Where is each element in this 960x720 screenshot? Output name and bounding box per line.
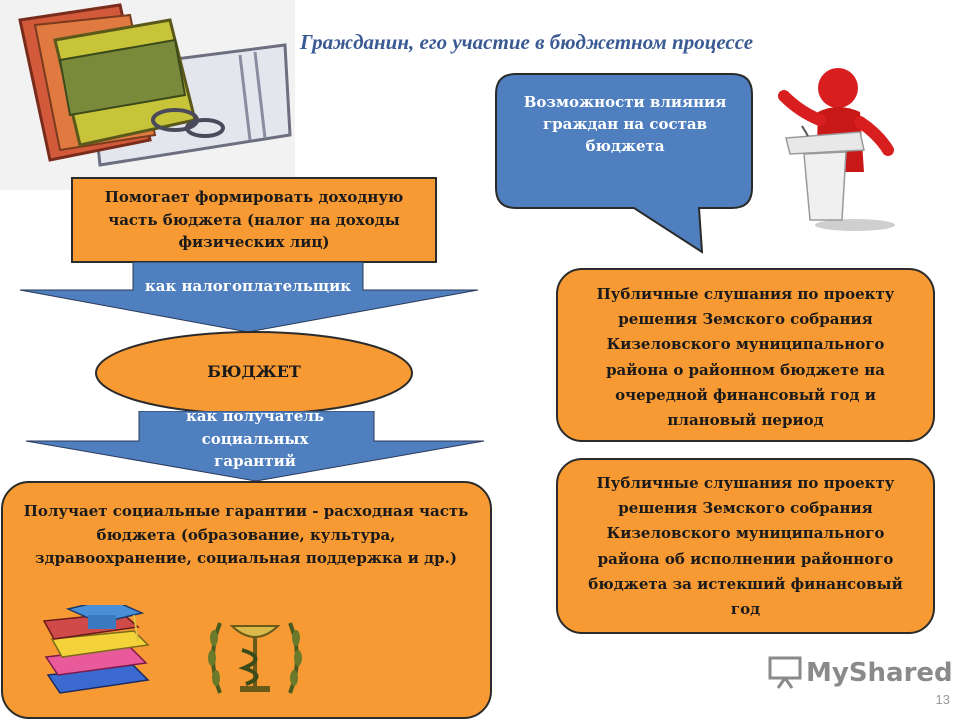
speaker-at-podium-icon bbox=[760, 62, 910, 237]
expense-box-text: Получает социальные гарантии - расходная часть бюджета (образование, культура, здравоохранение, социальная поддержка и др.) bbox=[23, 502, 469, 568]
presentation-icon bbox=[768, 656, 804, 690]
hearing-box-execution-text: Публичные слушания по проекту решения Земского собрания Кизеловского муниципального района об исполнении районного бюджета за истекший финансовый год bbox=[588, 474, 903, 618]
hearing-box-budget-text: Публичные слушания по проекту решения Земского собрания Кизеловского муниципального района о районном бюджете на очередной финансовый год и плановый период bbox=[596, 285, 895, 429]
folders-icon bbox=[0, 0, 295, 190]
books-graduation-cap-icon bbox=[38, 605, 163, 705]
arrow-taxpayer-label: как налогоплательщик bbox=[144, 277, 352, 295]
income-box bbox=[71, 177, 437, 263]
watermark-text: MyShared bbox=[806, 658, 953, 688]
arrow-down-taxpayer bbox=[18, 262, 480, 334]
callout-text: Возможности влияния граждан на состав бюджета bbox=[523, 93, 727, 155]
arrow-recipient-label: как получатель социальных гарантий bbox=[185, 407, 325, 470]
income-box-text: Помогает формировать доходную часть бюджета (налог на доходы физических лиц) bbox=[104, 188, 404, 252]
budget-label: БЮДЖЕТ bbox=[207, 362, 301, 381]
slide-title: Гражданин, его участие в бюджетном процессе bbox=[300, 30, 754, 54]
page-number: 13 bbox=[935, 692, 950, 707]
medical-bowl-snake-icon bbox=[200, 598, 310, 708]
